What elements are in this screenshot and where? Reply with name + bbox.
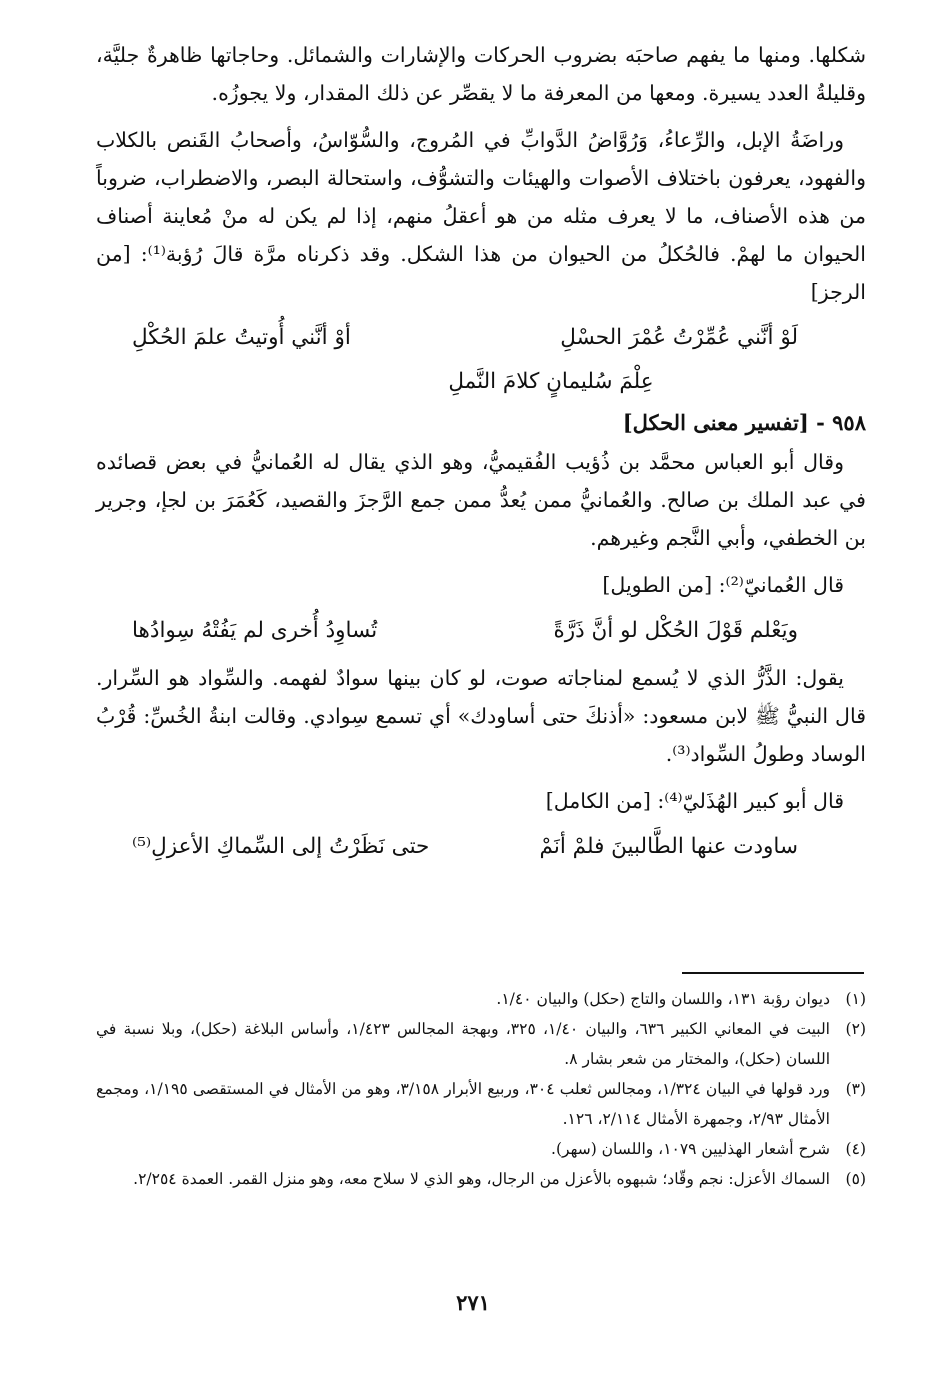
footnote-marker: (٢) xyxy=(845,1020,866,1038)
footnote-text: ديوان رؤبة ١٣١، واللسان والتاج (حكل) والبيان ١/٤٠. xyxy=(496,990,830,1008)
footnote-2 xyxy=(96,1014,866,1074)
footnote-5 xyxy=(96,1164,866,1194)
verse-3-first-hemistich: ويَعْلم قَوْلَ الحُكْل لو أنَّ ذَرَّةً xyxy=(553,618,798,643)
verse-4 xyxy=(96,828,866,866)
section-heading: ٩٥٨ - [تفسير معنى الحكل] xyxy=(622,410,866,435)
page-number: ٢٧١ xyxy=(456,1290,490,1315)
paragraph-4: قال العُمانيّ⁽²⁾: [من الطويل] xyxy=(602,573,844,597)
verse-3 xyxy=(96,612,866,650)
footnote-1 xyxy=(96,984,866,1014)
verse-2: عِلْمَ سُليمانٍ كلامَ النَّملِ xyxy=(448,369,654,394)
verse-3-second-hemistich: تُساوِدُ أُخرى لم يَفُتْهُ سِوادُها xyxy=(132,618,378,643)
verse-4-first-hemistich: ساودت عنها الطَّالبينَ فلمْ أنَمْ xyxy=(539,834,798,859)
footnote-marker: (١) xyxy=(845,990,866,1008)
footnote-text: ورد قولها في البيان ١/٣٢٤، ومجالس ثعلب ٣٠٤، وربيع الأبرار ٣/١٥٨، وهو من الأمثال في المستقصى ١/١٩٥، ومجمع الأمثال ٢/٩٣، وجمهرة الأمثال ٢/١١٤، ١٢٦. xyxy=(96,1080,831,1128)
footnote-4 xyxy=(96,1134,866,1164)
footnote-divider xyxy=(682,972,864,974)
verse-4-second-hemistich: حتى نَظَرْتُ إلى السِّماكِ الأعزلِ⁽⁵⁾ xyxy=(132,834,430,859)
verse-1-second-hemistich: أوْ أنَّني أُوتيتُ علمَ الحُكْلِ xyxy=(132,325,351,350)
footnote-marker: (٤) xyxy=(845,1140,866,1158)
footnote-text: السماك الأعزل: نجم وقّاد؛ شبهوه بالأعزل من الرجال، وهو الذي لا سلاح معه، وهو منزل القمر. العمدة ٢/٢٥٤. xyxy=(133,1170,830,1188)
verse-1 xyxy=(96,319,866,357)
footnotes xyxy=(96,984,866,1194)
paragraph-6: قال أبو كبير الهُذَليّ⁽⁴⁾: [من الكامل] xyxy=(545,789,844,813)
verse-1-first-hemistich: لَوْ أنَّني عُمِّرْتُ عُمْرَ الحسْلِ xyxy=(560,325,798,350)
paragraph-5: يقول: الذَّرُّ الذي لا يُسمع لمناجاته صوت، لو كان بينها سوادٌ لفهمه. والسِّواد هو السِّرار. قال النبيُّ ﷺ لابن مسعود: «أذنكَ حتى أساودك» أي تسمع سِوادي. وقالت ابنةُ الخُسِّ: قُرْبُ الوساد وطولُ السِّواد⁽³⁾. xyxy=(96,666,866,766)
main-text xyxy=(96,36,866,866)
footnote-marker: (٥) xyxy=(845,1170,866,1188)
footnote-text: شرح أشعار الهذليين ١٠٧٩، واللسان (سهر). xyxy=(551,1140,830,1158)
paragraph-1: شكلها. ومنها ما يفهم صاحبَه بضروب الحركات والإشارات والشمائل. وحاجاتها ظاهرةٌ جليَّة، وقليلةُ العدد يسيرة. ومعها من المعرفة ما لا يقصِّر عن ذلك المقدار، ولا يجوزُه. xyxy=(96,43,866,105)
paragraph-2: وراضَةُ الإبل، والرِّعاءُ، وَرُوَّاضُ الدَّوابِّ في المُروج، والسُّوّاسُ، وأصحابُ القَنص بالكلاب والفهود، يعرفون باختلاف الأصوات والهيئات والتشوُّف، واستحالة البصر، والاضطراب، ضروباً من هذه الأصناف، ما لا يعرف مثله من هو أعقلُ منهم، إذا لم يكن له منْ مُعاينة أصناف الحيوان ما لهمْ. فالحُكلُ من الحيوان من هذا الشكل. وقد ذكرناه مرَّة قالَ رُؤبة⁽¹⁾: [من الرجز] xyxy=(96,128,867,304)
footnote-text: البيت في المعاني الكبير ٦٣٦، والبيان ١/٤٠، ٣٢٥، وبهجة المجالس ١/٤٢٣، وأساس البلاغة (حكل)، وبلا نسبة في اللسان (حكل)، والمختار من شعر بشار ٨. xyxy=(96,1020,830,1068)
footnote-marker: (٣) xyxy=(845,1080,867,1098)
paragraph-3: وقال أبو العباس محمَّد بن ذُؤيب الفُقيميُّ، وهو الذي يقال له العُمانيُّ في بعض قصائده في عبد الملك بن صالح. والعُمانيُّ ممن يُعدُّ ممن جمع الرَّجزَ والقصيد، كَعُمَرَ بن لجإ، وجرير بن الخطفي، وأبي النَّجم وغيرهم. xyxy=(96,450,866,550)
footnote-3 xyxy=(96,1074,866,1134)
